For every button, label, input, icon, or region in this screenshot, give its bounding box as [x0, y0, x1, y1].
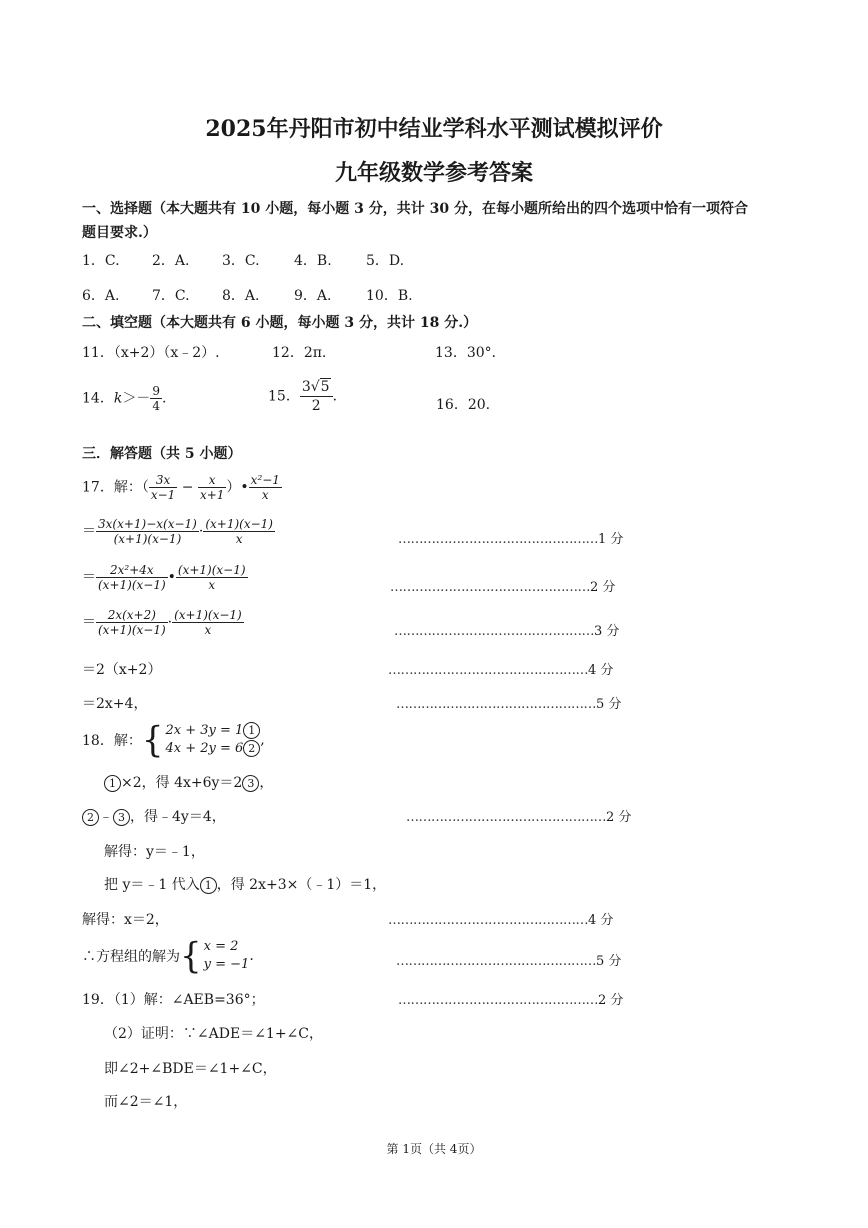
choice-answer: 2．A.	[152, 253, 190, 269]
score-mark: …………………………………………5 分	[396, 954, 622, 969]
q17-line-3: ＝ $\frac{2x(x+2)}{(x+1)(x-1)}$ · $\frac{(x+1)(x-1)}{x}$	[82, 608, 242, 637]
q18-step-4: 把 y＝﹣1 代入 1 ，得 2x+3×（﹣1）＝1，	[104, 877, 387, 893]
fill-answer-11: 11．（x+2）（x﹣2）.	[82, 345, 220, 361]
section-fill-heading: 二、填空题（本大题共有 6 小题，每小题 3 分，共计 18 分.）	[82, 315, 478, 331]
fill-answer-12: 12．2π.	[272, 345, 327, 361]
fraction: $\frac{3x}{x-1}$	[150, 473, 176, 502]
page-title: 2025年丹阳市初中结业学科水平测试模拟评价	[205, 116, 663, 142]
fraction: $\frac{2x(x+2)}{(x+1)(x-1)}$	[98, 608, 166, 637]
fill-answer-13: 13．30°．	[435, 345, 506, 361]
q19-part-1: 19．（1）解：∠AEB=36°；	[82, 992, 265, 1008]
section-choice-heading-cont: 题目要求.）	[82, 225, 157, 241]
page-subtitle: 九年级数学参考答案	[334, 160, 533, 186]
q18-step-1: 1 ×2，得 4x+6y＝2 3 ，	[104, 772, 273, 792]
q18-system: 18．解：{ 2x + 3y = 1 1 4x + 2y = 6 2,	[82, 719, 265, 761]
q17-line-5: ＝2x+4，	[82, 696, 148, 712]
choice-answer: 3．C.	[222, 253, 260, 269]
q17-line-4: ＝2（x+2）	[82, 662, 162, 678]
score-mark: …………………………………………4 分	[388, 913, 614, 928]
choice-answer: 8．A.	[222, 288, 260, 304]
choice-answer: 7．C.	[152, 288, 190, 304]
q17-line-2: ＝ $\frac{\text{2x²+4x}}{(x+1)(x-1)}$ • $\frac{(x+1)(x-1)}{x}$	[82, 563, 246, 592]
fill-answer-15: 15． $\frac{3√5}{2}$ ．	[268, 379, 347, 414]
fraction: $\frac{3x(x+1)-x(x-1)}{(x+1)(x-1)}$	[98, 517, 197, 546]
fill-answer-16: 16．20.	[436, 397, 491, 413]
choice-answer: 1．C.	[82, 253, 120, 269]
q19-line-3: 即∠2+∠BDE＝∠1+∠C，	[104, 1061, 277, 1077]
fraction: $\frac{x}{x+1}$	[199, 473, 225, 502]
fraction: $\frac{\text{x²−1}}{x}$	[250, 473, 280, 502]
choice-answer: 4．B.	[294, 253, 332, 269]
score-mark: …………………………………………4 分	[388, 663, 614, 678]
fraction: $\frac{(x+1)(x-1)}{x}$	[205, 517, 273, 546]
fraction: $\frac{3√5}{2}$	[300, 378, 333, 415]
fill-answer-14: 14．k＞－ $\frac{9}{4}$ .	[82, 384, 167, 413]
fraction: $\frac{9}{4}$	[152, 384, 160, 413]
score-mark: …………………………………………3 分	[394, 624, 620, 639]
score-mark: …………………………………………1 分	[398, 532, 624, 547]
choice-answer: 10．B.	[366, 288, 413, 304]
score-mark: …………………………………………2 分	[390, 580, 616, 595]
score-mark: …………………………………………5 分	[396, 697, 622, 712]
section-solve-heading: 三．解答题（共 5 小题）	[82, 446, 242, 462]
q19-line-4: 而∠2＝∠1，	[104, 1094, 188, 1110]
fraction: $\frac{\text{2x²+4x}}{(x+1)(x-1)}$	[98, 563, 166, 592]
q17-line-0: 17．解：（ $\frac{3x}{x-1}$ − $\frac{x}{x+1}$ ）• $\frac{\text{x²−1}}{x}$	[82, 473, 280, 502]
q18-step-2: 2 ﹣ 3 ，得﹣4y＝4，	[82, 806, 226, 826]
q18-step-3: 解得：y＝﹣1，	[104, 844, 205, 860]
choice-answer: 6．A.	[82, 288, 120, 304]
page-footer: 第 1页（共 4页）	[386, 1142, 482, 1156]
score-mark: …………………………………………2 分	[398, 993, 624, 1008]
choice-answer: 9．A.	[294, 288, 332, 304]
q19-part-2: （2）证明：∵∠ADE＝∠1+∠C，	[104, 1026, 324, 1042]
q18-step-5: 解得：x＝2，	[82, 912, 169, 928]
fraction: $\frac{(x+1)(x-1)}{x}$	[177, 563, 246, 592]
q18-solution: ∴方程组的解为{ x = 2 y = −1.	[82, 935, 254, 977]
fraction: $\frac{(x+1)(x-1)}{x}$	[174, 608, 242, 637]
section-choice-heading: 一、选择题（本大题共有 10 小题，每小题 3 分，共计 30 分，在每小题所给出的四个选项中恰有一项符合	[82, 201, 748, 217]
q17-line-1: ＝ $\frac{3x(x+1)-x(x-1)}{(x+1)(x-1)}$ · $\frac{(x+1)(x-1)}{x}$	[82, 517, 273, 546]
score-mark: …………………………………………2 分	[406, 810, 632, 825]
choice-answer: 5．D.	[366, 253, 405, 269]
